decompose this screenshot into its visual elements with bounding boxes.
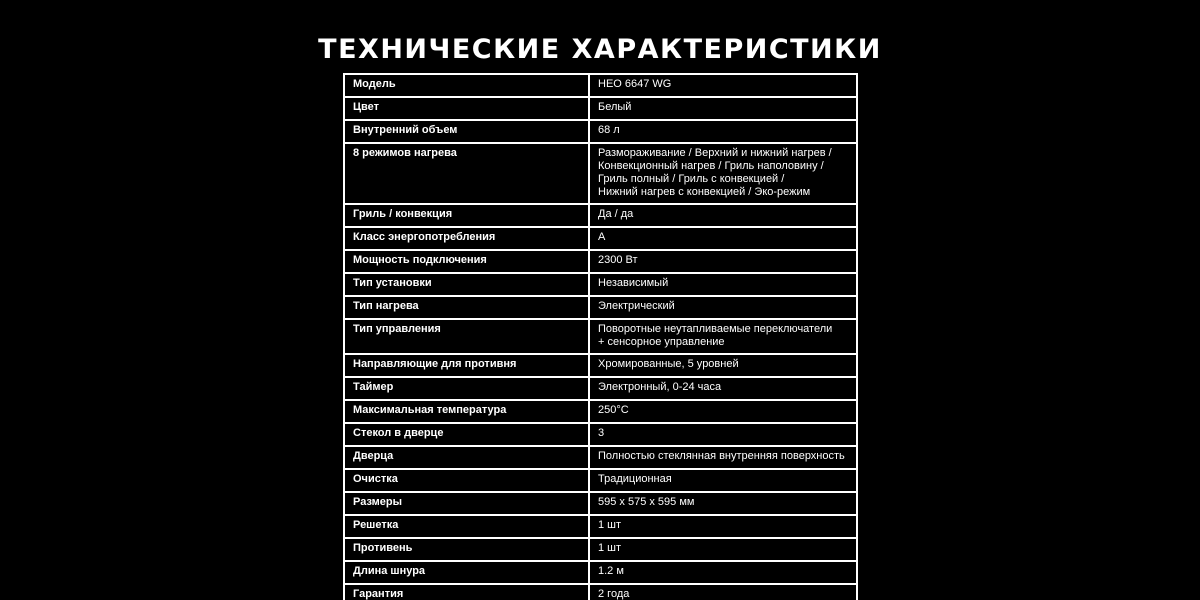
- spec-row-energy-class: [344, 227, 857, 250]
- spec-row-model: [344, 74, 857, 97]
- spec-row-tray-guides: [344, 354, 857, 377]
- spec-value: Да / да: [589, 204, 857, 227]
- spec-label: Стекол в дверце: [344, 423, 589, 446]
- spec-label: Максимальная температура: [344, 400, 589, 423]
- spec-row-door-glass: [344, 423, 857, 446]
- spec-row-max-temperature: [344, 400, 857, 423]
- spec-row-volume: [344, 120, 857, 143]
- spec-label: Гарантия: [344, 584, 589, 600]
- spec-value: 1 шт: [589, 538, 857, 561]
- spec-value: 3: [589, 423, 857, 446]
- spec-label: Класс энергопотребления: [344, 227, 589, 250]
- spec-row-color: [344, 97, 857, 120]
- spec-label: Тип управления: [344, 319, 589, 354]
- spec-row-control-type: [344, 319, 857, 354]
- spec-value: 1 шт: [589, 515, 857, 538]
- page-title: ТЕХНИЧЕСКИЕ ХАРАКТЕРИСТИКИ: [318, 34, 882, 65]
- spec-value: Электрический: [589, 296, 857, 319]
- spec-row-heating-modes: [344, 143, 857, 204]
- spec-value: 68 л: [589, 120, 857, 143]
- spec-label: Модель: [344, 74, 589, 97]
- spec-label: Тип установки: [344, 273, 589, 296]
- spec-row-door: [344, 446, 857, 469]
- spec-row-power: [344, 250, 857, 273]
- spec-value: Размораживание / Верхний и нижний нагрев / Конвекционный нагрев / Гриль наполовину / Гриль полный / Гриль с конвекцией / Нижний нагрев с конвекцией / Эко-режим: [589, 143, 857, 204]
- spec-label: Таймер: [344, 377, 589, 400]
- spec-row-grill-convection: [344, 204, 857, 227]
- spec-table: [343, 73, 858, 600]
- spec-label: Внутренний объем: [344, 120, 589, 143]
- spec-value: 1.2 м: [589, 561, 857, 584]
- spec-value: Поворотные неутапливаемые переключатели + сенсорное управление: [589, 319, 857, 354]
- spec-value: Белый: [589, 97, 857, 120]
- spec-value: 595 x 575 x 595 мм: [589, 492, 857, 515]
- spec-value: 2300 Вт: [589, 250, 857, 273]
- spec-label: Тип нагрева: [344, 296, 589, 319]
- spec-row-timer: [344, 377, 857, 400]
- spec-value: Традиционная: [589, 469, 857, 492]
- spec-row-dimensions: [344, 492, 857, 515]
- spec-label: Размеры: [344, 492, 589, 515]
- spec-label: Направляющие для противня: [344, 354, 589, 377]
- spec-label: Очистка: [344, 469, 589, 492]
- spec-label: Длина шнура: [344, 561, 589, 584]
- spec-value: HEO 6647 WG: [589, 74, 857, 97]
- spec-label: 8 режимов нагрева: [344, 143, 589, 204]
- spec-label: Гриль / конвекция: [344, 204, 589, 227]
- spec-row-cord-length: [344, 561, 857, 584]
- spec-row-heating-type: [344, 296, 857, 319]
- spec-value: Электронный, 0-24 часа: [589, 377, 857, 400]
- spec-row-cleaning: [344, 469, 857, 492]
- spec-value: 250°C: [589, 400, 857, 423]
- spec-row-warranty: [344, 584, 857, 600]
- spec-value: A: [589, 227, 857, 250]
- spec-value: Хромированные, 5 уровней: [589, 354, 857, 377]
- spec-value: Независимый: [589, 273, 857, 296]
- spec-row-rack: [344, 515, 857, 538]
- spec-row-install-type: [344, 273, 857, 296]
- spec-label: Решетка: [344, 515, 589, 538]
- spec-row-baking-tray: [344, 538, 857, 561]
- spec-value: Полностью стеклянная внутренняя поверхность: [589, 446, 857, 469]
- spec-value: 2 года: [589, 584, 857, 600]
- spec-label: Противень: [344, 538, 589, 561]
- spec-label: Мощность подключения: [344, 250, 589, 273]
- spec-label: Дверца: [344, 446, 589, 469]
- spec-label: Цвет: [344, 97, 589, 120]
